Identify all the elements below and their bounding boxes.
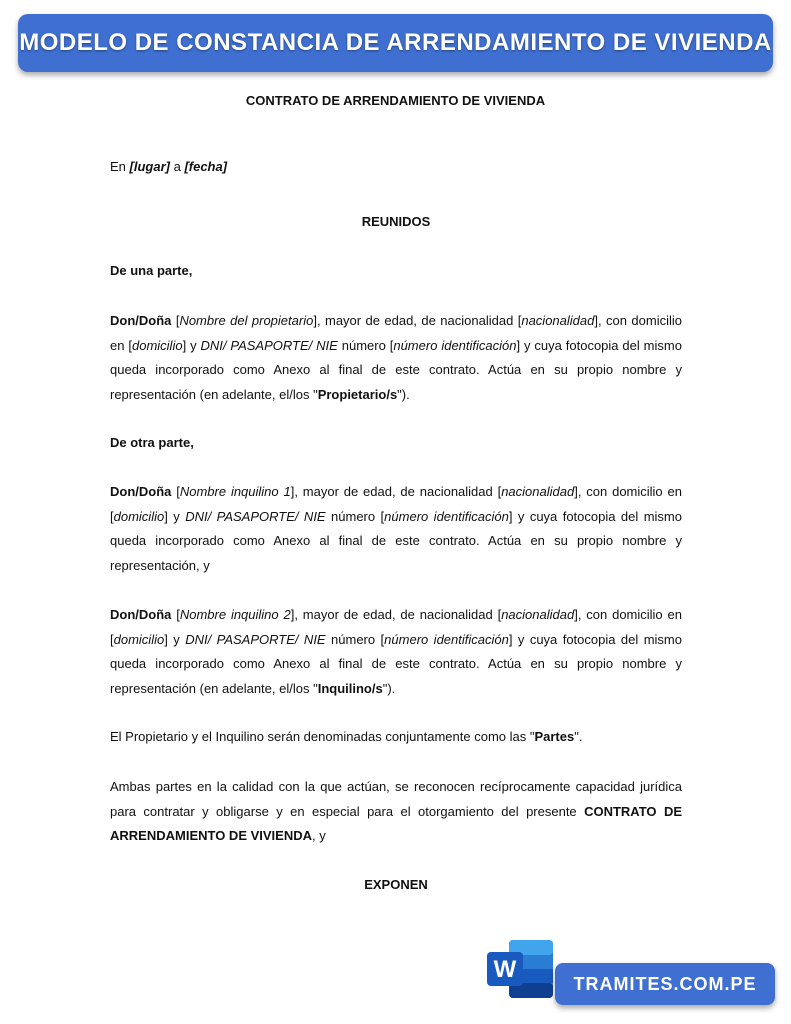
parties-paragraph: El Propietario y el Inquilino serán denominadas conjuntamente como las "Partes". — [110, 729, 583, 744]
word-icon-letter: W — [493, 956, 517, 983]
header-banner — [18, 14, 773, 72]
document-title: CONTRATO DE ARRENDAMIENTO DE VIVIENDA — [245, 93, 546, 108]
capacity-paragraph: Ambas partes en la calidad con la que actúan, se reconocen recíprocamente capacidad jurídica para contratar y obligarse y en especial para el otorgamiento del presente CONTRATO DE ARRENDAMIENTO DE VIVIENDA, y — [110, 779, 683, 844]
footer-badge — [555, 963, 775, 1005]
owner-paragraph: Don/Doña [Nombre del propietario], mayor de edad, de nacionalidad [nacionalidad], con domicilio en [domicilio] y DNI/ PASAPORTE/ NIE número [número identificación] y cuya fotocopia del mismo queda incorporado como Anexo al final de este contrato. Actúa en su propio nombre y representación (en adelante, el/los "Propietario/s"). — [110, 313, 682, 402]
tenant1-paragraph: Don/Doña [Nombre inquilino 1], mayor de edad, de nacionalidad [nacionalidad], con domicilio en [domicilio] y DNI/ PASAPORTE/ NIE número [número identificación] y cuya fotocopia del mismo queda incorporado como Anexo al final de este contrato. Actúa en su propio nombre y representación, y — [110, 484, 682, 573]
tenant2-paragraph: Don/Doña [Nombre inquilino 2], mayor de edad, de nacionalidad [nacionalidad], con domicilio en [domicilio] y DNI/ PASAPORTE/ NIE número [número identificación] y cuya fotocopia del mismo queda incorporado como Anexo al final de este contrato. Actúa en su propio nombre y representación (en adelante, el/los "Inquilino/s"). — [110, 607, 682, 696]
word-icon — [485, 938, 555, 1000]
footer-site-label: TRAMITES.COM.PE — [573, 973, 757, 994]
section-heading-reunidos: REUNIDOS — [361, 214, 431, 229]
de-otra-parte-heading: De otra parte, — [110, 435, 194, 450]
banner-title: MODELO DE CONSTANCIA DE ARRENDAMIENTO DE VIVIENDA — [19, 29, 772, 56]
place-date-line: En [lugar] a [fecha] — [110, 159, 228, 174]
section-heading-exponen: EXPONEN — [364, 877, 428, 892]
de-una-parte-heading: De una parte, — [110, 263, 193, 278]
